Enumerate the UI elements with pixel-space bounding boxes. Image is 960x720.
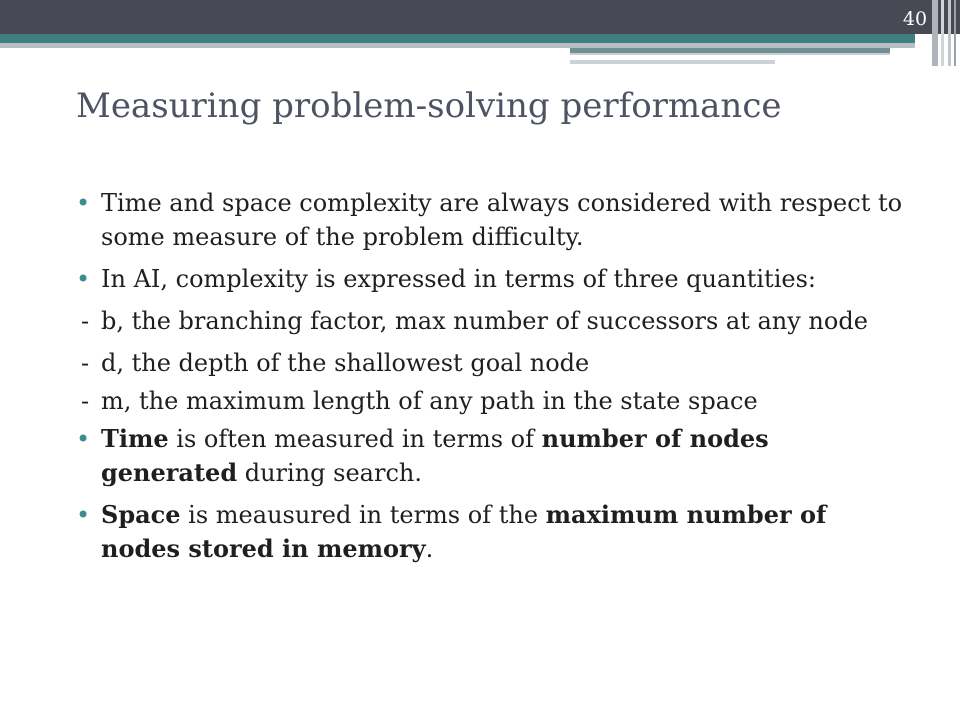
header-decor-rail xyxy=(941,0,944,66)
slide-body xyxy=(76,186,906,574)
bullet-text: In AI, complexity is expressed in terms of three quantities: xyxy=(101,265,816,293)
bullet-bold-term: Space xyxy=(101,500,181,529)
bullet-icon: • xyxy=(76,425,91,453)
bullet-bold-term: maximum number of nodes stored in memory xyxy=(101,500,827,563)
sub-item-text: d, the depth of the shallowest goal node xyxy=(101,349,590,377)
bullet-bold-term: Time xyxy=(101,424,169,453)
sub-item xyxy=(76,304,906,338)
sub-item xyxy=(76,384,906,418)
bullet-text: is meausured in terms of the xyxy=(180,501,546,529)
bullet-item xyxy=(76,422,906,490)
header-decor-line xyxy=(570,53,890,55)
bullet-icon: • xyxy=(76,265,91,293)
sub-item-text: m, the maximum length of any path in the state space xyxy=(101,387,758,415)
sub-item-text: b, the branching factor, max number of successors at any node xyxy=(101,307,868,335)
dash-icon: - xyxy=(81,349,90,377)
bullet-text: . xyxy=(425,535,434,563)
bullet-text: is often measured in terms of xyxy=(168,425,542,453)
dash-icon: - xyxy=(81,387,90,415)
header-accent-band xyxy=(0,34,915,43)
bullet-bold-term: number of nodes generated xyxy=(101,424,769,487)
header-bar xyxy=(0,0,960,34)
bullet-text: during search. xyxy=(237,459,422,487)
dash-icon: - xyxy=(81,307,90,335)
bullet-text: Time and space complexity are always considered with respect to some measure of the problem difficulty. xyxy=(101,189,903,251)
header-decor-rail xyxy=(932,0,938,66)
header-decor-rail xyxy=(948,0,951,66)
slide-title: Measuring problem-solving performance xyxy=(76,86,782,126)
bullet-icon: • xyxy=(76,501,91,529)
bullet-item xyxy=(76,186,906,254)
slide-number: 40 xyxy=(902,8,928,30)
sub-item xyxy=(76,346,906,380)
bullet-icon: • xyxy=(76,189,91,217)
bullet-item xyxy=(76,262,906,296)
header-decor-line xyxy=(570,60,775,64)
bullet-item xyxy=(76,498,906,566)
header-decor-rail xyxy=(954,0,956,66)
